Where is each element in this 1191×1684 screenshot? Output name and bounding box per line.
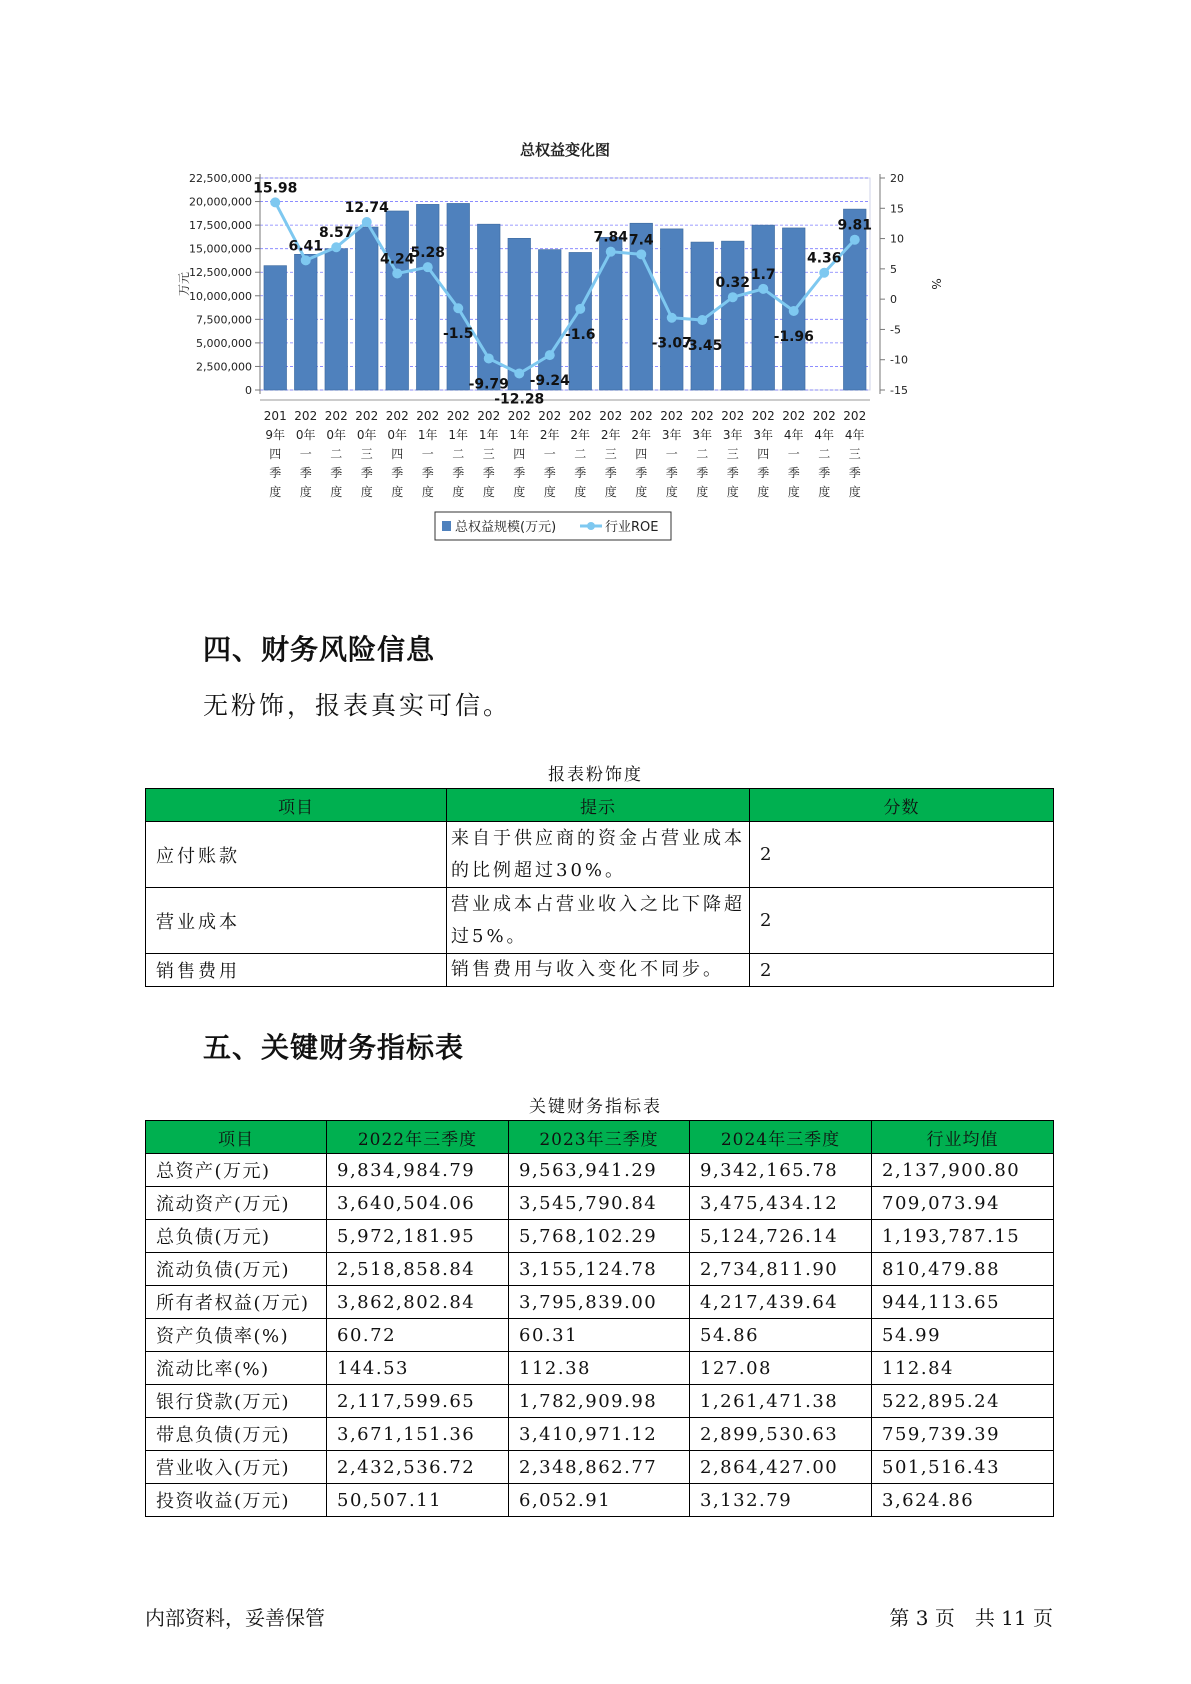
section5-heading: 五、关键财务指标表: [203, 1031, 465, 1064]
risk-item: 营业成本: [146, 888, 447, 954]
legend-label-line: 行业ROE: [605, 520, 659, 535]
chart-title: 总权益变化图: [519, 141, 611, 159]
x-tick-label-line: 二: [452, 447, 465, 461]
x-tick-label-line: 季: [391, 466, 404, 480]
x-tick-label-line: 度: [757, 485, 770, 499]
x-tick-label-line: 4年: [814, 428, 835, 442]
roe-data-label: 12.74: [344, 199, 389, 216]
header-industry-avg: 行业均值: [872, 1121, 1054, 1154]
y-right-axis-label: %: [929, 278, 943, 290]
table-row: [146, 888, 1054, 954]
x-tick-label-line: 0年: [326, 428, 347, 442]
x-tick-label-line: 季: [818, 466, 831, 480]
kpi-value: 4,217,439.64: [690, 1286, 872, 1319]
kpi-value: 3,795,839.00: [509, 1286, 690, 1319]
x-tick-label: [721, 409, 744, 499]
x-tick-label-line: 度: [452, 485, 465, 499]
y-right-tick-label: -5: [890, 323, 901, 337]
roe-data-label: 8.57: [318, 225, 354, 242]
kpi-value: 60.72: [327, 1319, 509, 1352]
x-tick-label-line: 三: [604, 447, 617, 461]
header-item: 项目: [146, 789, 447, 822]
x-tick-label: [752, 409, 775, 499]
y-left-tick-label: 10,000,000: [189, 289, 252, 303]
x-tick-label-line: 度: [604, 485, 617, 499]
table-row: [146, 1286, 1054, 1319]
kpi-item: 所有者权益(万元): [146, 1286, 327, 1319]
roe-point: [789, 306, 799, 316]
x-tick-label-line: 9年: [265, 428, 286, 442]
risk-hint: 营业成本占营业收入之比下降超过5%。: [447, 888, 750, 954]
kpi-item: 流动负债(万元): [146, 1253, 327, 1286]
roe-data-label: -1.6: [564, 326, 596, 343]
y-right-tick-label: 15: [890, 202, 904, 216]
x-tick-label-line: 三: [360, 447, 373, 461]
kpi-value: 2,864,427.00: [690, 1451, 872, 1484]
kpi-value: 2,432,536.72: [327, 1451, 509, 1484]
x-tick-label-line: 度: [818, 485, 831, 499]
x-tick-label-line: 202: [843, 409, 867, 423]
x-tick-label-line: 3年: [692, 428, 713, 442]
table-row: [146, 1319, 1054, 1352]
table-row: [146, 1187, 1054, 1220]
roe-point: [423, 262, 433, 272]
x-tick-label-line: 1年: [478, 428, 499, 442]
x-tick-label: [538, 409, 561, 499]
y-left-tick-label: 12,500,000: [189, 266, 252, 280]
x-tick-label-line: 季: [421, 466, 434, 480]
kpi-item: 流动资产(万元): [146, 1187, 327, 1220]
table-row: [146, 1484, 1054, 1517]
kpi-table-caption: 关键财务指标表: [529, 1097, 662, 1117]
kpi-value: 144.53: [327, 1352, 509, 1385]
risk-hint: 来自于供应商的资金占营业成本的比例超过30%。: [447, 822, 750, 888]
x-tick-label-line: 四: [391, 447, 404, 461]
x-tick-label-line: 202: [721, 409, 745, 423]
x-tick-label-line: 202: [477, 409, 501, 423]
header-score: 分数: [750, 789, 1054, 822]
x-tick-label: [477, 409, 500, 499]
roe-data-label: -3.45: [682, 338, 723, 355]
bar-total-equity: [477, 224, 500, 390]
x-tick-label-line: 202: [355, 409, 379, 423]
legend-swatch-point: [587, 522, 595, 530]
kpi-value: 9,342,165.78: [690, 1154, 872, 1187]
kpi-value: 3,545,790.84: [509, 1187, 690, 1220]
kpi-value: 759,739.39: [872, 1418, 1054, 1451]
kpi-value: 6,052.91: [509, 1484, 690, 1517]
y-left-tick-label: 0: [245, 384, 252, 397]
kpi-value: 3,132.79: [690, 1484, 872, 1517]
legend-swatch-bar: [442, 521, 451, 531]
x-tick-label-line: 度: [574, 485, 587, 499]
risk-score: 2: [750, 888, 1054, 954]
kpi-value: 810,479.88: [872, 1253, 1054, 1286]
roe-data-label: 4.24: [379, 251, 415, 268]
kpi-value: 709,073.94: [872, 1187, 1054, 1220]
x-tick-label-line: 度: [421, 485, 434, 499]
x-tick-label-line: 一: [421, 447, 434, 461]
section4-text: 无粉饰，报表真实可信。: [203, 691, 512, 720]
kpi-value: 2,117,599.65: [327, 1385, 509, 1418]
table-row: [146, 1154, 1054, 1187]
x-tick-label-line: 度: [848, 485, 861, 499]
risk-item: 销售费用: [146, 954, 447, 987]
x-tick-label-line: 3年: [722, 428, 743, 442]
x-tick-label-line: 度: [726, 485, 739, 499]
footer-page-number: 第 3 页 共 11 页: [889, 1606, 1053, 1630]
x-tick-label-line: 3年: [661, 428, 682, 442]
x-tick-label-line: 度: [482, 485, 495, 499]
y-left-axis-label: 万元: [177, 271, 191, 297]
kpi-value: 1,193,787.15: [872, 1220, 1054, 1253]
table-row: [146, 1220, 1054, 1253]
roe-data-label: -9.79: [468, 376, 509, 393]
table-row: [146, 1418, 1054, 1451]
kpi-table-body: [146, 1154, 1054, 1517]
roe-data-label: 0.32: [715, 275, 751, 292]
roe-point: [667, 313, 677, 323]
kpi-value: 54.86: [690, 1319, 872, 1352]
roe-point: [362, 217, 372, 227]
x-tick-label-line: 度: [543, 485, 556, 499]
bar-total-equity: [721, 241, 744, 390]
kpi-value: 3,475,434.12: [690, 1187, 872, 1220]
x-tick-label-line: 度: [787, 485, 800, 499]
roe-data-label: -12.28: [494, 391, 545, 408]
roe-point: [545, 350, 555, 360]
kpi-value: 5,972,181.95: [327, 1220, 509, 1253]
x-tick-label-line: 度: [269, 485, 282, 499]
x-tick-label-line: 202: [385, 409, 409, 423]
kpi-value: 3,410,971.12: [509, 1418, 690, 1451]
kpi-value: 1,261,471.38: [690, 1385, 872, 1418]
x-tick-label-line: 二: [696, 447, 709, 461]
x-tick-label-line: 度: [513, 485, 526, 499]
x-tick-label: [782, 409, 805, 499]
risk-score: 2: [750, 822, 1054, 888]
header-item: 项目: [146, 1121, 327, 1154]
x-tick-label: [294, 409, 317, 499]
x-tick-label-line: 4年: [783, 428, 804, 442]
roe-point: [636, 249, 646, 259]
roe-point: [575, 304, 585, 314]
x-tick-label-line: 202: [812, 409, 836, 423]
x-tick-label-line: 季: [787, 466, 800, 480]
x-tick-label-line: 202: [507, 409, 531, 423]
x-tick-label: [386, 409, 409, 499]
x-tick-label-line: 一: [299, 447, 312, 461]
kpi-value: 522,895.24: [872, 1385, 1054, 1418]
table-row: [146, 1385, 1054, 1418]
x-tick-label-line: 三: [726, 447, 739, 461]
x-tick-label-line: 季: [848, 466, 861, 480]
x-tick-label: [691, 409, 714, 499]
x-tick-label-line: 季: [269, 466, 282, 480]
x-tick-label-line: 一: [665, 447, 678, 461]
x-tick-label: [508, 409, 531, 499]
kpi-value: 112.38: [509, 1352, 690, 1385]
x-tick-label-line: 季: [299, 466, 312, 480]
x-tick-label-line: 0年: [295, 428, 316, 442]
kpi-item: 营业收入(万元): [146, 1451, 327, 1484]
table-row: [146, 954, 1054, 987]
roe-point: [484, 353, 494, 363]
header-2022q3: 2022年三季度: [327, 1121, 509, 1154]
x-tick-label-line: 2年: [631, 428, 652, 442]
bar-total-equity: [538, 250, 561, 390]
table-row: [146, 822, 1054, 888]
header-2023q3: 2023年三季度: [509, 1121, 690, 1154]
x-tick-label: [447, 409, 470, 499]
bar-total-equity: [294, 254, 317, 390]
roe-point: [514, 369, 524, 379]
x-tick-label-line: 度: [696, 485, 709, 499]
x-tick-label: [264, 409, 287, 499]
x-tick-label-line: 202: [416, 409, 440, 423]
bar-total-equity: [416, 204, 439, 390]
y-left-tick-label: 2,500,000: [196, 360, 252, 374]
roe-point: [331, 242, 341, 252]
kpi-value: 3,671,151.36: [327, 1418, 509, 1451]
kpi-value: 127.08: [690, 1352, 872, 1385]
y-right-tick-label: 20: [890, 172, 904, 185]
bar-total-equity: [355, 227, 378, 390]
x-tick-label-line: 三: [482, 447, 495, 461]
x-tick-label-line: 0年: [387, 428, 408, 442]
x-tick-label: [355, 409, 378, 499]
roe-data-label: 1.7: [750, 266, 776, 283]
kpi-item: 流动比率(%): [146, 1352, 327, 1385]
y-left-tick-label: 15,000,000: [189, 242, 252, 256]
x-tick-label: [325, 409, 348, 499]
y-right-tick-label: 0: [890, 293, 897, 307]
x-tick-label-line: 季: [513, 466, 526, 480]
kpi-value: 2,348,862.77: [509, 1451, 690, 1484]
x-tick-label-line: 202: [324, 409, 348, 423]
x-tick-label-line: 1年: [417, 428, 438, 442]
x-tick-label-line: 1年: [448, 428, 469, 442]
x-tick-label-line: 202: [538, 409, 562, 423]
y-right-tick-label: -10: [890, 353, 908, 367]
x-tick-label-line: 四: [635, 447, 648, 461]
y-right-tick-label: 10: [890, 232, 904, 246]
kpi-value: 1,782,909.98: [509, 1385, 690, 1418]
kpi-value: 50,507.11: [327, 1484, 509, 1517]
x-tick-label-line: 2年: [539, 428, 560, 442]
bar-total-equity: [325, 249, 348, 390]
x-tick-label-line: 202: [294, 409, 318, 423]
x-tick-label: [599, 409, 622, 499]
roe-point: [453, 303, 463, 313]
roe-data-label: 9.81: [837, 217, 873, 234]
kpi-value: 944,113.65: [872, 1286, 1054, 1319]
kpi-value: 2,518,858.84: [327, 1253, 509, 1286]
x-tick-label-line: 三: [848, 447, 861, 461]
x-tick-label-line: 202: [782, 409, 806, 423]
kpi-value: 2,899,530.63: [690, 1418, 872, 1451]
kpi-item: 带息负债(万元): [146, 1418, 327, 1451]
kpi-item: 总资产(万元): [146, 1154, 327, 1187]
x-tick-label: [569, 409, 592, 499]
roe-point: [606, 247, 616, 257]
roe-data-label: 4.36: [806, 250, 842, 267]
x-tick-label: [416, 409, 439, 499]
kpi-value: 54.99: [872, 1319, 1054, 1352]
x-tick-label-line: 季: [635, 466, 648, 480]
kpi-item: 总负债(万元): [146, 1220, 327, 1253]
x-tick-label-line: 二: [574, 447, 587, 461]
header-2024q3: 2024年三季度: [690, 1121, 872, 1154]
table-row: [146, 1352, 1054, 1385]
roe-data-label: 5.28: [410, 245, 446, 262]
x-tick-label-line: 度: [299, 485, 312, 499]
table-header-row: [146, 789, 1054, 822]
kpi-value: 3,155,124.78: [509, 1253, 690, 1286]
kpi-value: 5,124,726.14: [690, 1220, 872, 1253]
section4-heading: 四、财务风险信息: [203, 633, 436, 666]
x-tick-label-line: 度: [665, 485, 678, 499]
bar-total-equity: [752, 225, 775, 390]
kpi-value: 2,734,811.90: [690, 1253, 872, 1286]
x-tick-label-line: 季: [726, 466, 739, 480]
x-tick-label-line: 202: [629, 409, 653, 423]
x-tick-label-line: 二: [330, 447, 343, 461]
x-tick-label-line: 度: [391, 485, 404, 499]
legend-label-bar: 总权益规模(万元): [455, 520, 557, 535]
x-tick-label: [630, 409, 653, 499]
equity-chart-svg: [177, 140, 1000, 600]
roe-point: [270, 197, 280, 207]
kpi-value: 9,834,984.79: [327, 1154, 509, 1187]
kpi-table: [145, 1120, 1054, 1517]
x-tick-label-line: 季: [696, 466, 709, 480]
kpi-item: 银行贷款(万元): [146, 1385, 327, 1418]
kpi-value: 5,768,102.29: [509, 1220, 690, 1253]
x-tick-label-line: 度: [635, 485, 648, 499]
kpi-item: 资产负债率(%): [146, 1319, 327, 1352]
x-tick-label-line: 202: [660, 409, 684, 423]
table-header-row: [146, 1121, 1054, 1154]
bar-total-equity: [599, 237, 622, 390]
x-tick-label-line: 202: [599, 409, 623, 423]
y-right-tick-label: -15: [890, 384, 908, 397]
x-tick-label-line: 季: [604, 466, 617, 480]
x-tick-label-line: 季: [757, 466, 770, 480]
x-tick-label-line: 四: [513, 447, 526, 461]
roe-data-label: -1.5: [442, 326, 474, 343]
roe-point: [392, 268, 402, 278]
roe-data-label: -3.07: [651, 335, 692, 352]
x-tick-label-line: 一: [543, 447, 556, 461]
x-tick-label-line: 度: [330, 485, 343, 499]
roe-point: [697, 315, 707, 325]
x-tick-label-line: 202: [568, 409, 592, 423]
roe-data-label: -1.96: [773, 329, 814, 346]
risk-score: 2: [750, 954, 1054, 987]
kpi-value: 501,516.43: [872, 1451, 1054, 1484]
roe-data-label: 7.84: [593, 229, 629, 246]
x-tick-label-line: 201: [263, 409, 287, 423]
x-tick-label-line: 度: [360, 485, 373, 499]
x-tick-label: [660, 409, 683, 499]
y-left-tick-label: 5,000,000: [196, 336, 252, 350]
header-hint: 提示: [447, 789, 750, 822]
roe-data-label: 6.41: [288, 238, 324, 255]
kpi-value: 3,640,504.06: [327, 1187, 509, 1220]
kpi-value: 112.84: [872, 1352, 1054, 1385]
y-left-tick-label: 22,500,000: [189, 172, 252, 185]
kpi-value: 3,624.86: [872, 1484, 1054, 1517]
kpi-value: 60.31: [509, 1319, 690, 1352]
x-tick-label-line: 季: [574, 466, 587, 480]
roe-point: [301, 255, 311, 265]
risk-hint: 销售费用与收入变化不同步。: [447, 954, 750, 987]
x-tick-label-line: 季: [452, 466, 465, 480]
x-tick-label-line: 2年: [600, 428, 621, 442]
risk-table-caption: 报表粉饰度: [548, 765, 643, 785]
x-tick-label-line: 季: [360, 466, 373, 480]
x-tick-label: [813, 409, 836, 499]
x-tick-label-line: 3年: [753, 428, 774, 442]
roe-point: [758, 284, 768, 294]
risk-item: 应付账款: [146, 822, 447, 888]
footer-confidential: 内部资料，妥善保管: [145, 1606, 325, 1630]
x-tick-label-line: 2年: [570, 428, 591, 442]
x-tick-label-line: 202: [690, 409, 714, 423]
x-tick-label-line: 季: [665, 466, 678, 480]
y-left-tick-label: 7,500,000: [196, 313, 252, 327]
roe-data-label: 7.4: [628, 232, 654, 249]
x-tick-label-line: 季: [543, 466, 556, 480]
x-tick-label: [843, 409, 866, 499]
x-tick-label-line: 四: [269, 447, 282, 461]
x-tick-label-line: 0年: [356, 428, 377, 442]
x-tick-label-line: 202: [751, 409, 775, 423]
bar-total-equity: [264, 266, 287, 390]
x-tick-label-line: 一: [787, 447, 800, 461]
roe-point: [819, 268, 829, 278]
y-right-tick-label: 5: [890, 262, 897, 276]
bar-total-equity: [386, 211, 409, 390]
y-left-tick-label: 20,000,000: [189, 195, 252, 209]
x-tick-label-line: 1年: [509, 428, 530, 442]
roe-point: [850, 235, 860, 245]
kpi-item: 投资收益(万元): [146, 1484, 327, 1517]
x-tick-label-line: 季: [330, 466, 343, 480]
x-tick-label-line: 4年: [844, 428, 865, 442]
table-row: [146, 1253, 1054, 1286]
roe-data-label: -9.24: [529, 373, 570, 390]
kpi-value: 3,862,802.84: [327, 1286, 509, 1319]
equity-chart: [177, 140, 1000, 600]
x-tick-label-line: 二: [818, 447, 831, 461]
roe-point: [728, 292, 738, 302]
table-row: [146, 1451, 1054, 1484]
x-tick-label-line: 季: [482, 466, 495, 480]
bar-total-equity: [660, 229, 683, 390]
x-tick-label-line: 四: [757, 447, 770, 461]
kpi-value: 9,563,941.29: [509, 1154, 690, 1187]
roe-data-label: 15.98: [253, 180, 298, 197]
y-left-tick-label: 17,500,000: [189, 219, 252, 233]
x-tick-label-line: 202: [446, 409, 470, 423]
risk-table: [145, 788, 1054, 987]
kpi-value: 2,137,900.80: [872, 1154, 1054, 1187]
